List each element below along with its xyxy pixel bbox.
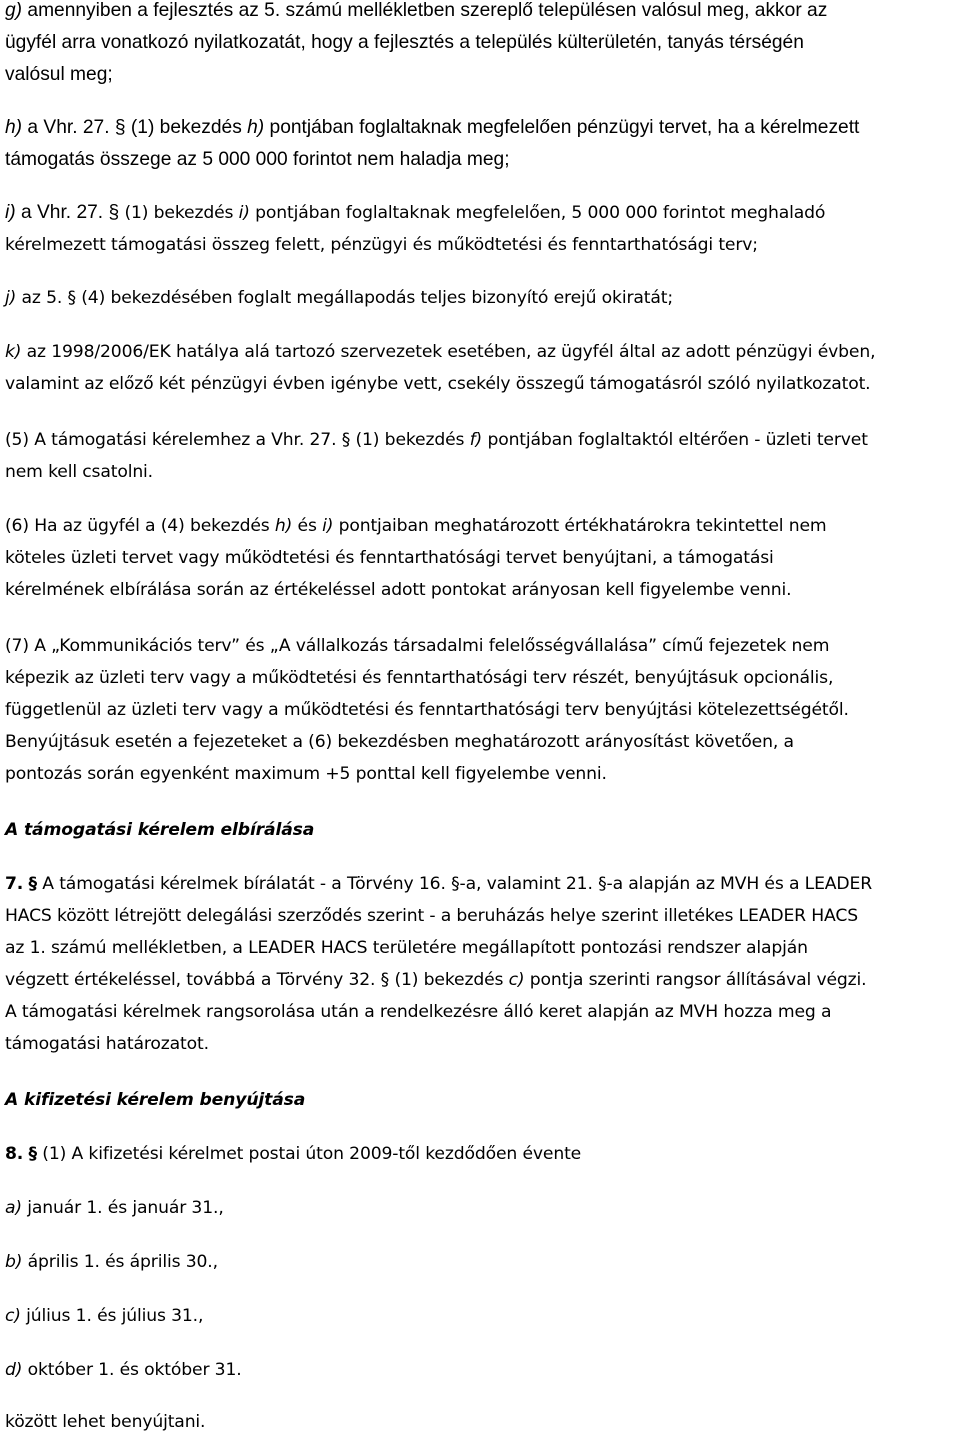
item-label: a) (5, 1198, 22, 1218)
item-text: (1) bekezdés (119, 203, 239, 223)
item-text: valósul meg; (5, 64, 113, 85)
item-label: g) (5, 0, 23, 21)
item-text: ügyfél arra vonatkozó nyilatkozatát, hogy a fejlesztés a település külterületén, tanyás térségén (5, 32, 804, 53)
section-sign: § (598, 874, 607, 894)
item-label: b) (5, 1252, 23, 1272)
item-text: valamint az előző két pénzügyi évben igénybe vett, csekély összegű támogatásról szóló nyilatkozatot. (5, 374, 871, 394)
section-8 (5, 1138, 960, 1170)
section-sign: § (341, 430, 351, 450)
section-text: az 1. számú mellékletben, a LEADER HACS területére megállapított pontozási rendszer alapján (5, 938, 808, 958)
item-text: (1) bekezdés (125, 117, 248, 138)
section-text: (1) A kifizetési kérelmet postai úton 2009-től kezdődően évente (36, 1144, 582, 1164)
section-sign: § (28, 874, 37, 894)
item-text: az 1998/2006/EK hatálya alá tartozó szervezetek esetében, az ügyfél által az adott pénzügyi évben, (21, 342, 876, 362)
point-ref: i) (322, 516, 334, 536)
section-number: 8. (5, 1144, 24, 1164)
item-text: július 1. és július 31., (20, 1306, 204, 1326)
item-text: amennyiben a fejlesztés az 5. számú mellékletben szereplő településen valósul meg, akkor az (22, 0, 828, 21)
paragraph-text: pontozás során egyenként maximum +5 ponttal kell figyelembe venni. (5, 764, 607, 784)
point-ref: h) (274, 516, 293, 536)
section-sign: § (28, 1144, 37, 1164)
paragraph-text: pontjaiban meghatározott értékhatárokra tekintettel nem (333, 516, 827, 536)
list-item (5, 1354, 960, 1386)
point-ref: h) (247, 117, 265, 138)
section-text: (1) bekezdés (389, 970, 509, 990)
list-item (5, 1192, 960, 1224)
point-ref: c) (508, 970, 525, 990)
point-ref: f) (469, 430, 483, 450)
item-label: i) (5, 202, 16, 223)
item-text: (4) bekezdésében foglalt megállapodás teljes bizonyító erejű okiratát; (75, 288, 673, 308)
item-text: október 1. és október 31. (22, 1360, 242, 1380)
section-text: A támogatási kérelmek rangsorolása után a rendelkezésre álló keret alapján az MVH hozza meg a (5, 1002, 832, 1022)
item-h (5, 112, 960, 176)
item-label: j) (5, 288, 17, 308)
paragraph-7 (5, 630, 960, 790)
section-text: A támogatási kérelmek bírálatát - a Törvény 16. (36, 874, 452, 894)
item-label: h) (5, 117, 23, 138)
point-ref: i) (238, 203, 250, 223)
paragraph-text: (6) Ha az ügyfél a (4) bekezdés (5, 516, 275, 536)
item-i (5, 197, 960, 261)
item-label: c) (5, 1306, 21, 1326)
paragraph-5 (5, 424, 960, 488)
paragraph-text: és (292, 516, 323, 536)
paragraph-text: Benyújtásuk esetén a fejezeteket a (6) bekezdésben meghatározott arányosítást követően, a (5, 732, 794, 752)
section-text: támogatási határozatot. (5, 1034, 209, 1054)
paragraph-text: (1) bekezdés (350, 430, 470, 450)
item-text: kérelmezett támogatási összeg felett, pénzügyi és működtetési és fenntarthatósági terv; (5, 235, 758, 255)
list-item (5, 1246, 960, 1278)
item-text: január 1. és január 31., (21, 1198, 224, 1218)
paragraph-6 (5, 510, 960, 606)
section-text: pontja szerinti rangsor állításával végzi. (524, 970, 867, 990)
item-text: pontjában foglaltaknak megfelelően pénzügyi tervet, ha a kérelmezett (264, 117, 860, 138)
section-heading: A támogatási kérelem elbírálása (5, 820, 315, 840)
item-text: az 5. (16, 288, 68, 308)
section-sign: § (380, 970, 390, 990)
paragraph-text: képezik az üzleti terv vagy a működtetési és fenntarthatósági terv részét, benyújtásuk opcionális, (5, 668, 834, 688)
item-text: pontjában foglaltaknak megfelelően, 5 000 000 forintot meghaladó (249, 203, 826, 223)
item-label: d) (5, 1360, 23, 1380)
section-text: -a, valamint 21. (459, 874, 599, 894)
paragraph-text: pontjában foglaltaktól eltérően - üzleti tervet (482, 430, 868, 450)
item-j (5, 282, 960, 314)
paragraph-text: függetlenül az üzleti terv vagy a működtetési és fenntarthatósági terv benyújtási kötelezettségétől. (5, 700, 849, 720)
section-7 (5, 868, 960, 1060)
item-text: április 1. és április 30., (22, 1252, 218, 1272)
item-label: k) (5, 342, 22, 362)
list-item (5, 1300, 960, 1332)
section-text: HACS között létrejött delegálási szerződés szerint - a beruházás helye szerint illetékes LEADER HACS (5, 906, 858, 926)
section-text: végzett értékeléssel, továbbá a Törvény 32. (5, 970, 381, 990)
item-text: a Vhr. 27. (15, 202, 109, 223)
paragraph-text: kérelmének elbírálása során az értékeléssel adott pontokat arányosan kell figyelembe venni. (5, 580, 792, 600)
paragraph-text: köteles üzleti tervet vagy működtetési és fenntarthatósági tervet benyújtani, a támogatási (5, 548, 774, 568)
section-text: -a alapján az MVH és a LEADER (606, 874, 873, 894)
section-sign: § (108, 202, 120, 223)
section-sign: § (451, 874, 460, 894)
section-sign: § (67, 288, 76, 308)
item-g (5, 0, 960, 91)
section-sign: § (114, 117, 126, 138)
section-heading: A kifizetési kérelem benyújtása (5, 1090, 306, 1110)
item-text: a Vhr. 27. (22, 117, 115, 138)
item-text: támogatás összege az 5 000 000 forintot nem haladja meg; (5, 149, 510, 170)
paragraph-text: (7) A „Kommunikációs terv” és „A vállalkozás társadalmi felelősségvállalása” című fejezetek nem (5, 636, 830, 656)
paragraph-text: (5) A támogatási kérelemhez a Vhr. 27. (5, 430, 342, 450)
closing-text: között lehet benyújtani. (5, 1412, 206, 1432)
paragraph-text: nem kell csatolni. (5, 462, 154, 482)
section-number: 7. (5, 874, 24, 894)
item-k (5, 336, 960, 400)
